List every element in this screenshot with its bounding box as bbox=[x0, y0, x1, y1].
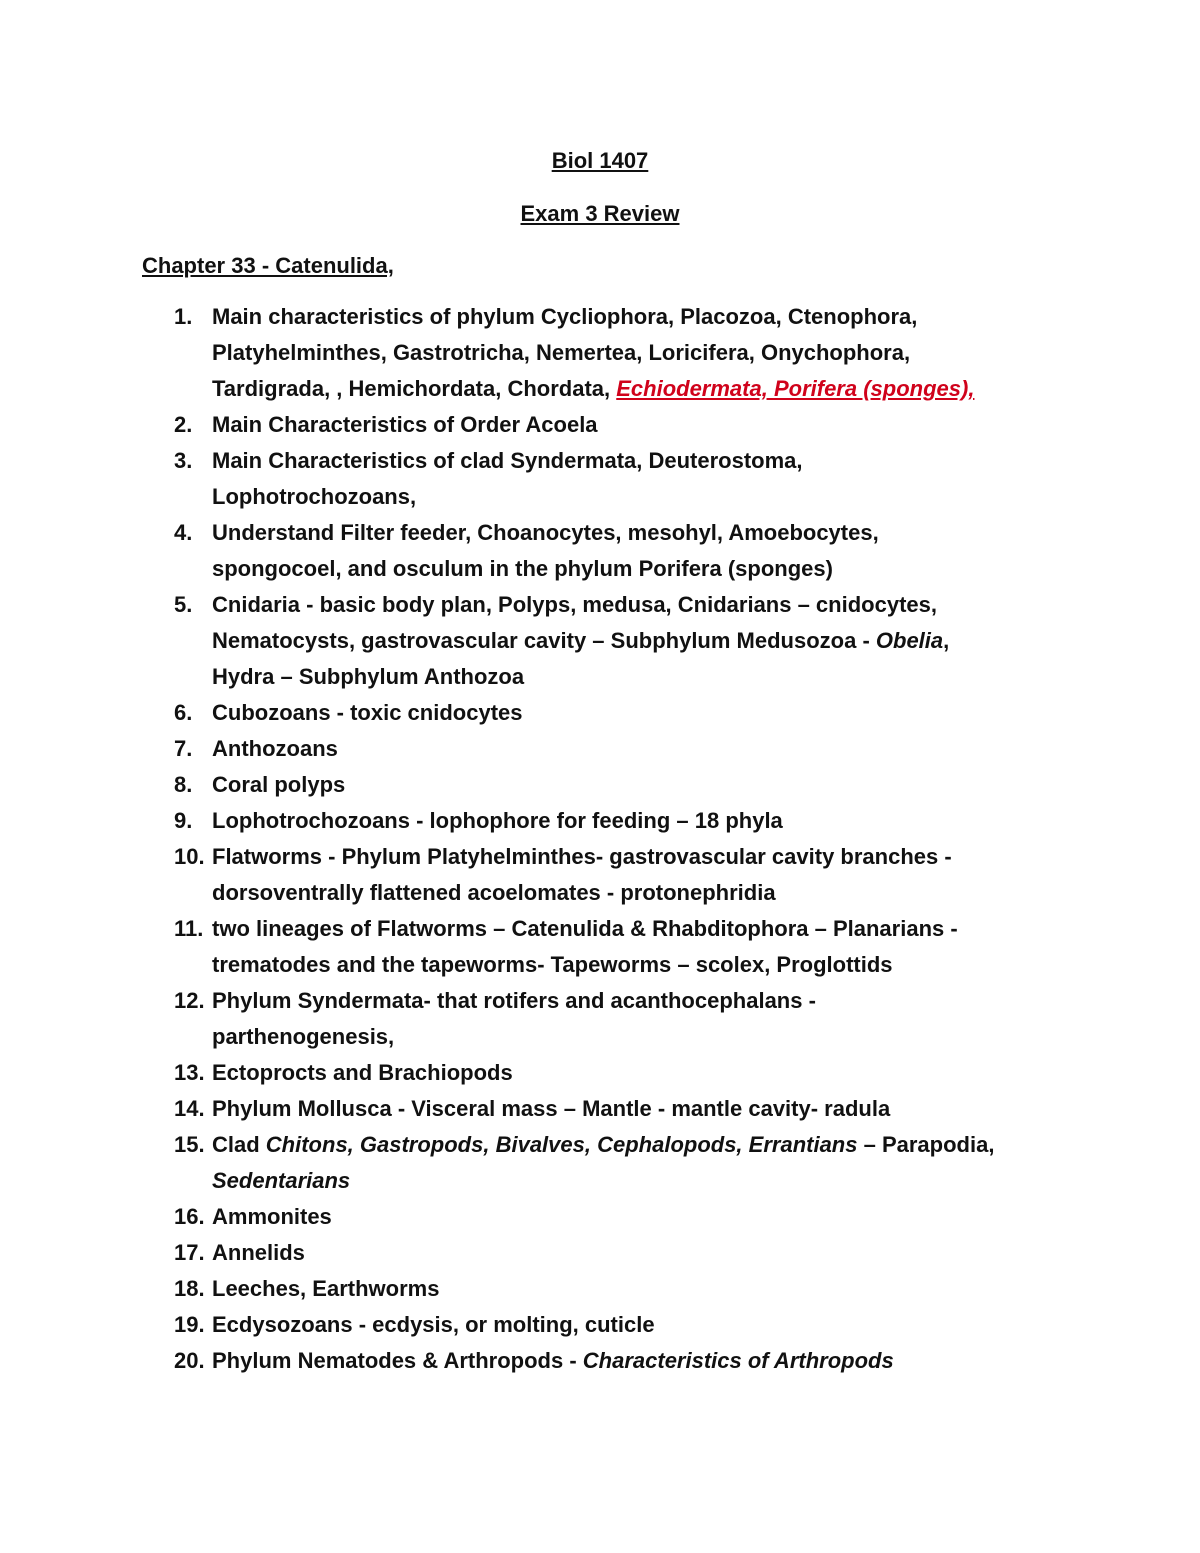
document-subtitle: Exam 3 Review bbox=[520, 201, 680, 226]
list-item-line bbox=[212, 700, 523, 726]
text-segment: Flatworms - Phylum Platyhelminthes- gastrovascular cavity branches - bbox=[212, 844, 952, 869]
list-item-line bbox=[212, 448, 803, 474]
italic-text: Sedentarians bbox=[212, 1168, 351, 1193]
list-item-line bbox=[212, 304, 917, 330]
text-segment: Clad bbox=[212, 1132, 266, 1157]
text-segment: Ectoprocts and Brachiopods bbox=[212, 1060, 513, 1085]
list-item-line bbox=[212, 484, 416, 510]
list-item-line bbox=[212, 988, 816, 1014]
list-item-line bbox=[212, 1132, 994, 1158]
highlighted-text: Echiodermata, Porifera (sponges), bbox=[616, 376, 975, 401]
list-item-line bbox=[212, 592, 937, 618]
text-segment: two lineages of Flatworms – Catenulida & Rhabditophora – Planarians - bbox=[212, 916, 958, 941]
list-item-number: 20. bbox=[174, 1348, 205, 1373]
list-item-number: 3. bbox=[174, 448, 193, 473]
list-item-line bbox=[212, 1168, 350, 1194]
list-item-line bbox=[212, 736, 338, 762]
list-item-line bbox=[212, 1204, 332, 1230]
text-segment: Anthozoans bbox=[212, 736, 338, 761]
text-segment: parthenogenesis, bbox=[212, 1024, 395, 1049]
list-item-line bbox=[212, 844, 952, 870]
italic-text: Characteristics of Arthropods bbox=[582, 1348, 894, 1373]
list-item-number: 4. bbox=[174, 520, 193, 545]
list-item-number: 18. bbox=[174, 1276, 205, 1301]
list-item-number: 11. bbox=[174, 916, 204, 941]
italic-text: Chitons, Gastropods, Bivalves, Cephalopods, Errantians bbox=[265, 1132, 858, 1157]
text-segment: Main Characteristics of clad Syndermata, Deuterostoma, bbox=[212, 448, 803, 473]
list-item-number: 1. bbox=[174, 304, 193, 329]
text-segment: Cubozoans - toxic cnidocytes bbox=[212, 700, 523, 725]
text-segment: Nematocysts, gastrovascular cavity – Subphylum Medusozoa - bbox=[212, 628, 876, 653]
text-segment: trematodes and the tapeworms- Tapeworms – scolex, Proglottids bbox=[212, 952, 893, 977]
text-segment: Cnidaria - basic body plan, Polyps, medusa, Cnidarians – cnidocytes, bbox=[212, 592, 937, 617]
list-item-number: 12. bbox=[174, 988, 205, 1013]
list-item-line bbox=[212, 340, 910, 366]
text-segment: Annelids bbox=[212, 1240, 305, 1265]
text-segment: Main characteristics of phylum Cycliophora, Placozoa, Ctenophora, bbox=[212, 304, 918, 329]
list-item-line bbox=[212, 952, 893, 978]
list-item-number: 10. bbox=[174, 844, 205, 869]
text-segment: Ecdysozoans - ecdysis, or molting, cuticle bbox=[212, 1312, 655, 1337]
list-item-line bbox=[212, 808, 783, 834]
text-segment: Understand Filter feeder, Choanocytes, mesohyl, Amoebocytes, bbox=[212, 520, 879, 545]
text-segment: Coral polyps bbox=[212, 772, 346, 797]
text-segment: Tardigrada, , Hemichordata, Chordata, bbox=[212, 376, 617, 401]
list-item-number: 19. bbox=[174, 1312, 205, 1337]
text-segment: Phylum Nematodes & Arthropods - bbox=[212, 1348, 583, 1373]
text-segment: Lophotrochozoans - lophophore for feeding – 18 phyla bbox=[212, 808, 783, 833]
list-item-line bbox=[212, 628, 949, 654]
list-item-line bbox=[212, 412, 598, 438]
text-segment: Platyhelminthes, Gastrotricha, Nemertea, Loricifera, Onychophora, bbox=[212, 340, 911, 365]
list-item-number: 14. bbox=[174, 1096, 205, 1121]
list-item-number: 2. bbox=[174, 412, 193, 437]
list-item-line bbox=[212, 1276, 439, 1302]
list-item-line bbox=[212, 520, 879, 546]
text-segment: Phylum Mollusca - Visceral mass – Mantle - mantle cavity- radula bbox=[212, 1096, 891, 1121]
list-item-number: 7. bbox=[174, 736, 193, 761]
chapter-heading: Chapter 33 - Catenulida, bbox=[142, 253, 394, 278]
list-item-line bbox=[212, 376, 974, 402]
list-item-line bbox=[212, 556, 833, 582]
list-item-line bbox=[212, 916, 958, 942]
list-item-line bbox=[212, 880, 776, 906]
list-item-number: 13. bbox=[174, 1060, 205, 1085]
text-segment: Ammonites bbox=[212, 1204, 332, 1229]
list-item-line bbox=[212, 1348, 894, 1374]
text-segment: Lophotrochozoans, bbox=[212, 484, 417, 509]
list-item-line bbox=[212, 664, 524, 690]
list-item-number: 17. bbox=[174, 1240, 205, 1265]
list-item-number: 9. bbox=[174, 808, 193, 833]
list-item-number: 5. bbox=[174, 592, 193, 617]
list-item-line bbox=[212, 772, 345, 798]
list-item-number: 8. bbox=[174, 772, 193, 797]
list-item-line bbox=[212, 1060, 513, 1086]
italic-text: Obelia bbox=[875, 628, 944, 653]
text-segment: Hydra – Subphylum Anthozoa bbox=[212, 664, 525, 689]
text-segment: Phylum Syndermata- that rotifers and acanthocephalans - bbox=[212, 988, 816, 1013]
list-item-line bbox=[212, 1096, 890, 1122]
list-item-number: 16. bbox=[174, 1204, 205, 1229]
text-segment: – Parapodia, bbox=[857, 1132, 995, 1157]
text-segment: Leeches, Earthworms bbox=[212, 1276, 440, 1301]
list-item-line bbox=[212, 1024, 394, 1050]
list-item-number: 6. bbox=[174, 700, 193, 725]
text-segment: spongocoel, and osculum in the phylum Porifera (sponges) bbox=[212, 556, 833, 581]
text-segment: Main Characteristics of Order Acoela bbox=[212, 412, 598, 437]
document-title: Biol 1407 bbox=[551, 148, 649, 173]
list-item-number: 15. bbox=[174, 1132, 205, 1157]
text-segment: dorsoventrally flattened acoelomates - protonephridia bbox=[212, 880, 776, 905]
list-item-line bbox=[212, 1240, 305, 1266]
text-segment: , bbox=[943, 628, 950, 653]
list-item-line bbox=[212, 1312, 655, 1338]
